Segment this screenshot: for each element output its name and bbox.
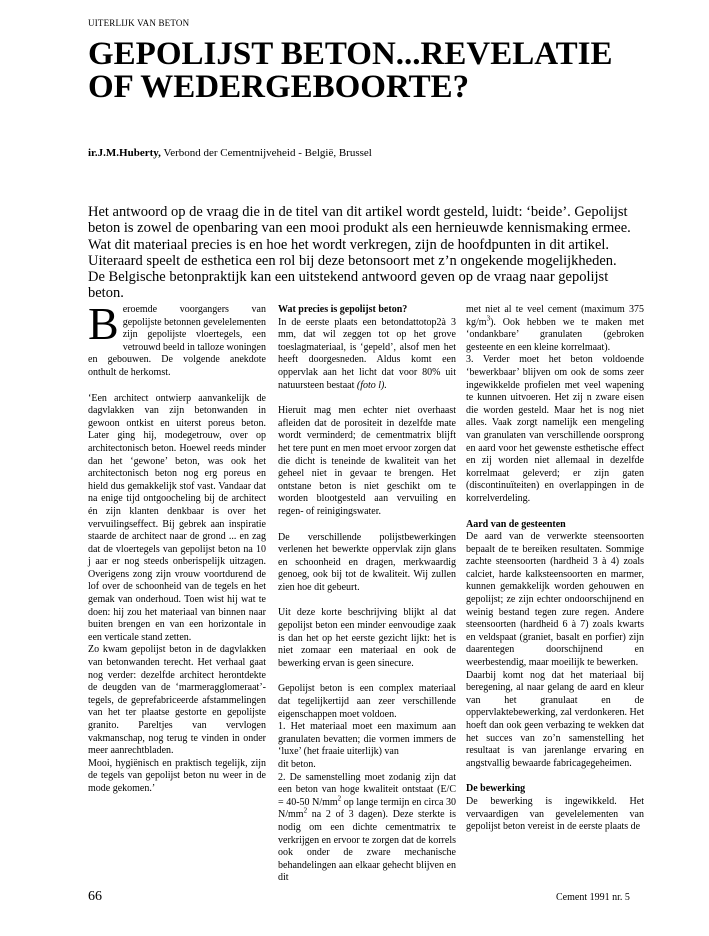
col3-paragraph-3: De aard van de verwerkte steensoorten bepaalt de te bereiken resultaten. Sommige zachte steensoorten (hardheid 3 à 4) zoals calciet, harde kalksteensoorten en marmer, kunnen gemakkelijk worden gehouwen en gepolijst; ze zijn echter ondoorschijnend en weinig bestand tegen zure regen. Andere steensoorten (hardheid 6 à 7) zoals kwarts en veldspaat (graniet, basalt en porfier) zijn daarentegen doorschijnend en weerbestendig, maar moeilijk te bewerken.	[466, 531, 644, 669]
col1-paragraph-3: Zo kwam gepolijst beton in de dagvlakken van betonwanden terecht. Het verhaal gaat nog verder: dezelfde architect herontdekte de deugden van de ‘marmeragglomeraat’-tegels, de geprefabriceerde afstammelingen van het ter plaatse gestorte en gepolijste granito. Pareltjes van vervlogen vakmanschap, nog terug te vinden in onder meer aanrechtbladen.	[88, 644, 266, 757]
title-line-2: OF WEDERGEBOORTE?	[88, 69, 470, 105]
title-line-1: GEPOLIJST BETON...REVELATIE	[88, 36, 613, 72]
column-1	[88, 298, 266, 809]
drop-cap: B	[88, 298, 119, 349]
col2-paragraph-5: Gepolijst beton is een complex materiaal dat tegelijkertijd aan zeer verschillende eigenschappen moet voldoen. 1. Het materiaal moet een maximum aan granulaten bevatten; die vormen immers de ‘luxe’ (het fraaie uiterlijk) van dit beton. 2. De samenstelling moet zodanig zijn dat een beton van hoge kwaliteit ontstaat (E/C = 40-50 $N/mm^2$ op lange termijn en circa 30 $N/mm^2$ na 2 of 3 dagen). Deze sterkte is nodig om een dichte cementmatrix te verkrijgen en ervoor te zorgen dat de korrels ook onder de zware mechanische behandelingen aan elkaar gehecht blijven en dit	[278, 683, 456, 884]
column-3	[466, 304, 644, 847]
subheading-stone-nature: Aard van de gesteenten	[466, 518, 566, 530]
col1-paragraph-2: ‘Een architect ontwierp aanvankelijk de dagvlakken van zijn betonwanden in gewoon ontkist en uiterst poreus beton. Later ging hij, modegetrouw, over op architectonisch beton. Hoewel reeds minder dan het ‘gewone’ beton, was ook het architectonisch beton nog erg poreus en hield dus gemakkelijk stof vast. Vandaar dat na enige tijd ontgoocheling bij de architect én zijn klanten denkbaar is over het vervuilingseffect. Bij gebrek aan inspiratie staarde de architect naar de grond ... en zag dat de vloertegels van gepolijst beton na 10 j aar er nog steeds onberispelijk uitzagen. Overigens zong zijn vrouw voortdurend de lof over de schoonheid van de tegels en het gemak van onderhoud. Toen wist hij wat te doen: hij zou het materiaal van binnen naar buiten brengen en van een horizontale in een verticale stand zetten.	[88, 392, 266, 643]
section-header: UITERLIJK VAN BETON	[88, 18, 190, 28]
article-title	[88, 38, 668, 104]
col3-paragraph-4: Daarbij komt nog dat het materiaal bij beregening, al naar gelang de aard en kleur van het granulaat en de oppervlaktebewerking, zal verdonkeren. Het hoeft dan ook geen verbazing te wekken dat het succes van zo’n samenstelling het resultaat is van jarenlange ervaring en angstvallig bewaarde fabricagegeheimen.	[466, 669, 644, 769]
subheading-what-is: Wat precies is gepolijst beton?	[278, 304, 408, 315]
photo-reference: (foto l).	[356, 379, 387, 391]
author-name: ir.J.M.Huberty,	[88, 147, 161, 159]
col3-paragraph-1: met niet al te veel cement (maximum 375 $kg/m^3$). Ook hebben we te maken met ‘ondankbare’ granulaten (gebroken gesteente en een kleine korrelmaat).	[466, 304, 644, 353]
col1-paragraph-4: Mooi, hygiënisch en praktisch tegelijk, zijn de tegels van gepolijst beton nu weer in de mode gekomen.’	[88, 757, 266, 794]
col2-paragraph-2: Hieruit mag men echter niet overhaast afleiden dat de porositeit in dezelfde mate wordt verminderd; de cementmatrix blijft het tere punt en men moet ervoor zorgen dat die dicht is teneinde de kwaliteit van het geheel niet in gevaar te brengen. Het ontstane beton is niet geschikt om te worden blootgesteld aan vervuiling en regen- of reinigingswater.	[278, 405, 456, 517]
col2-paragraph-3: De verschillende polijstbewerkingen verlenen het bewerkte oppervlak zijn glans en schoonheid en dragen, merkwaardig genoeg, ook bij tot de kwaliteit. Wij zullen zien hoe dit gebeurt.	[278, 531, 456, 593]
author-affiliation: Verbond der Cementnijveheid - België, Brussel	[160, 147, 372, 159]
col2-paragraph-4: Uit deze korte beschrijving blijkt al dat gepolijst beton een minder eenvoudige zaak is dan het op het eerste gezicht lijkt: het is niet zomaar een materiaal en ook de bewerking ervan is geen sinecure.	[278, 607, 456, 669]
journal-reference: Cement 1991 nr. 5	[556, 892, 630, 903]
lead-paragraph: Het antwoord op de vraag die in de titel van dit artikel wordt gesteld, luidt: ‘beide’. Gepolijst beton is zowel de openbaring van een mooi produkt als een hernieuwde kennismaking ermee. Wat dit materiaal precies is en hoe het wordt verkregen, zijn de hoofdpunten in dit artikel. Uiteraard speelt de esthetica een rol bij deze betonsoort met z’n ongekende mogelijkheden. De Belgische betonpraktijk kan een uitstekend antwoord geven op de vraag naar gepolijst beton.	[88, 204, 631, 302]
col2-paragraph-1: In de eerste plaats een betondattotop2à 3 mm, dat wil zeggen tot op het grove toeslagmateriaal, is ‘gepeld’, alsof men het heeft doorgesneden. Aldus komt een oppervlak aan het licht dat voor 80% uit natuursteen bestaat (foto l).	[278, 316, 456, 391]
col3-paragraph-2: 3. Verder moet het beton voldoende ‘bewerkbaar’ blijven om ook de soms zeer ingewikkelde profielen met veel wapening te kunnen uitvoeren. Het zij n zware eisen die worden gesteld. Maar het is nog niet alles. Vaak zorgt namelijk een mengeling van granulaten van verschillende oorsprong en aard voor het gewenste esthetische effect en zij worden niet allemaal in dezelfde korrelmaat geleverd; er zijn gaten (discontinuïteiten) en overlappingen in de korrelverdeling.	[466, 354, 644, 504]
page-number: 66	[88, 889, 102, 904]
column-2	[278, 304, 456, 898]
col1-paragraph-1: Beroemde voorgangers van gepolijste betonnen gevelelementen zijn gepolijste vloertegels, een vetrouwd beeld in talloze woningen en gebouwen. De volgende anekdote onthult de herkomst.	[88, 298, 266, 378]
author-line	[88, 147, 372, 159]
col3-paragraph-5: De bewerking is ingewikkeld. Het vervaardigen van gevelelementen van gepolijst beton vereist in de eerste plaats de	[466, 795, 644, 833]
subheading-processing: De bewerking	[466, 783, 526, 795]
